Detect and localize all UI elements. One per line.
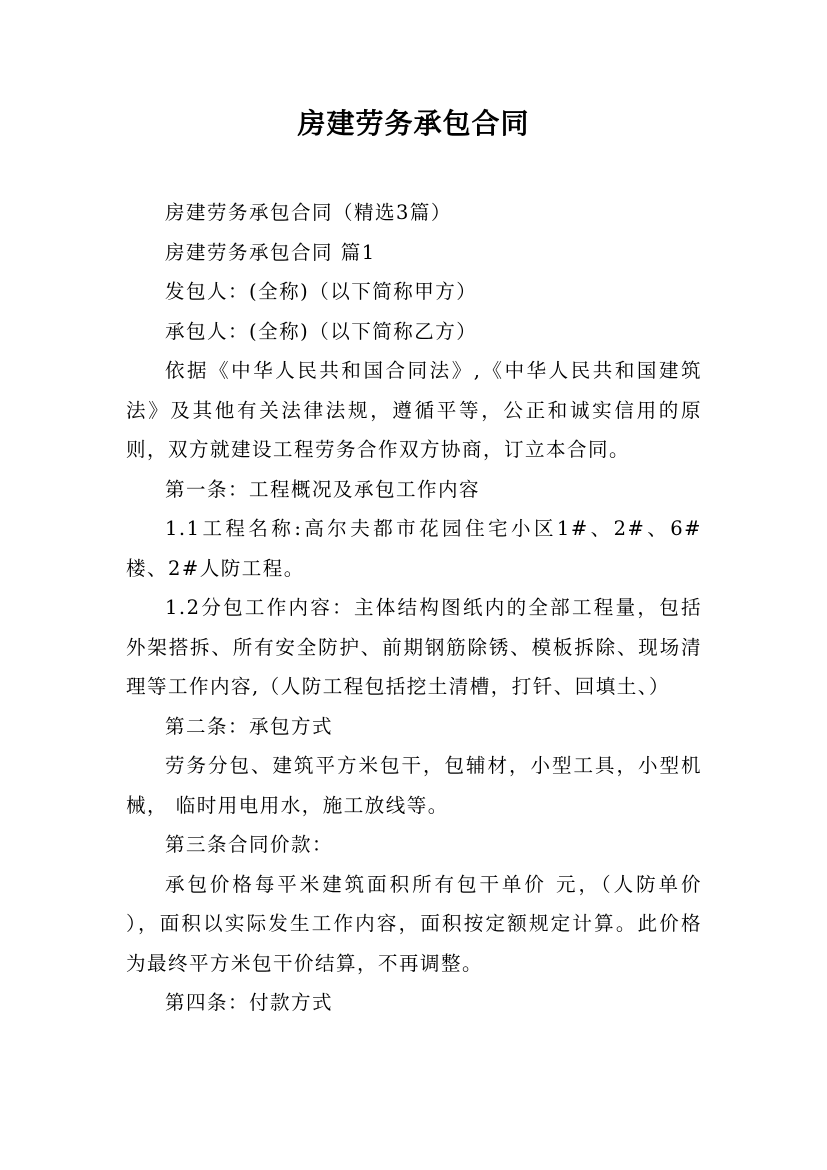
paragraph-article-3-body: 承包价格每平米建筑面积所有包干单价 元，（人防单价 ），面积以实际发生工作内容，面积按定额规定计算。此价格为最终平方米包干价结算，不再调整。 <box>126 872 702 975</box>
paragraph-article-4-heading: 第四条：付款方式 <box>165 991 334 1014</box>
paragraph-article-2-heading: 第二条：承包方式 <box>165 714 334 738</box>
paragraph-clause-1-2: 1.2分包工作内容：主体结构图纸内的全部工程量，包括外架搭拆、所有安全防护、前期钢筋除锈、模板拆除、现场清理等工作内容,（人防工程包括挖土清槽，打钎、回填土、） <box>126 596 702 698</box>
paragraph-contractor: 承包人：(全称)（以下简称乙方） <box>165 319 478 343</box>
paragraph-preamble: 依据《中华人民共和国合同法》,《中华人民共和国建筑法》及其他有关法律法规，遵循平等，公正和诚实信用的原则，双方就建设工程劳务合作双方协商，订立本合同。 <box>126 359 702 461</box>
paragraph-subtitle: 房建劳务承包合同（精选3篇） <box>165 201 452 224</box>
paragraph-article-1-heading: 第一条：工程概况及承包工作内容 <box>165 477 481 501</box>
paragraph-clause-1-1: 1.1工程名称:高尔夫都市花园住宅小区1#、2#、6#楼、2#人防工程。 <box>126 517 702 580</box>
paragraph-article-3-heading: 第三条合同价款： <box>165 833 334 856</box>
document-title: 房建劳务承包合同 <box>297 107 530 140</box>
document-body <box>126 193 702 1023</box>
paragraph-section-heading: 房建劳务承包合同 篇1 <box>165 240 376 264</box>
paragraph-employer: 发包人：(全称)（以下简称甲方） <box>165 280 478 303</box>
paragraph-article-2-body: 劳务分包、建筑平方米包干，包辅材，小型工具，小型机械， 临时用电用水，施工放线等。 <box>126 754 702 817</box>
